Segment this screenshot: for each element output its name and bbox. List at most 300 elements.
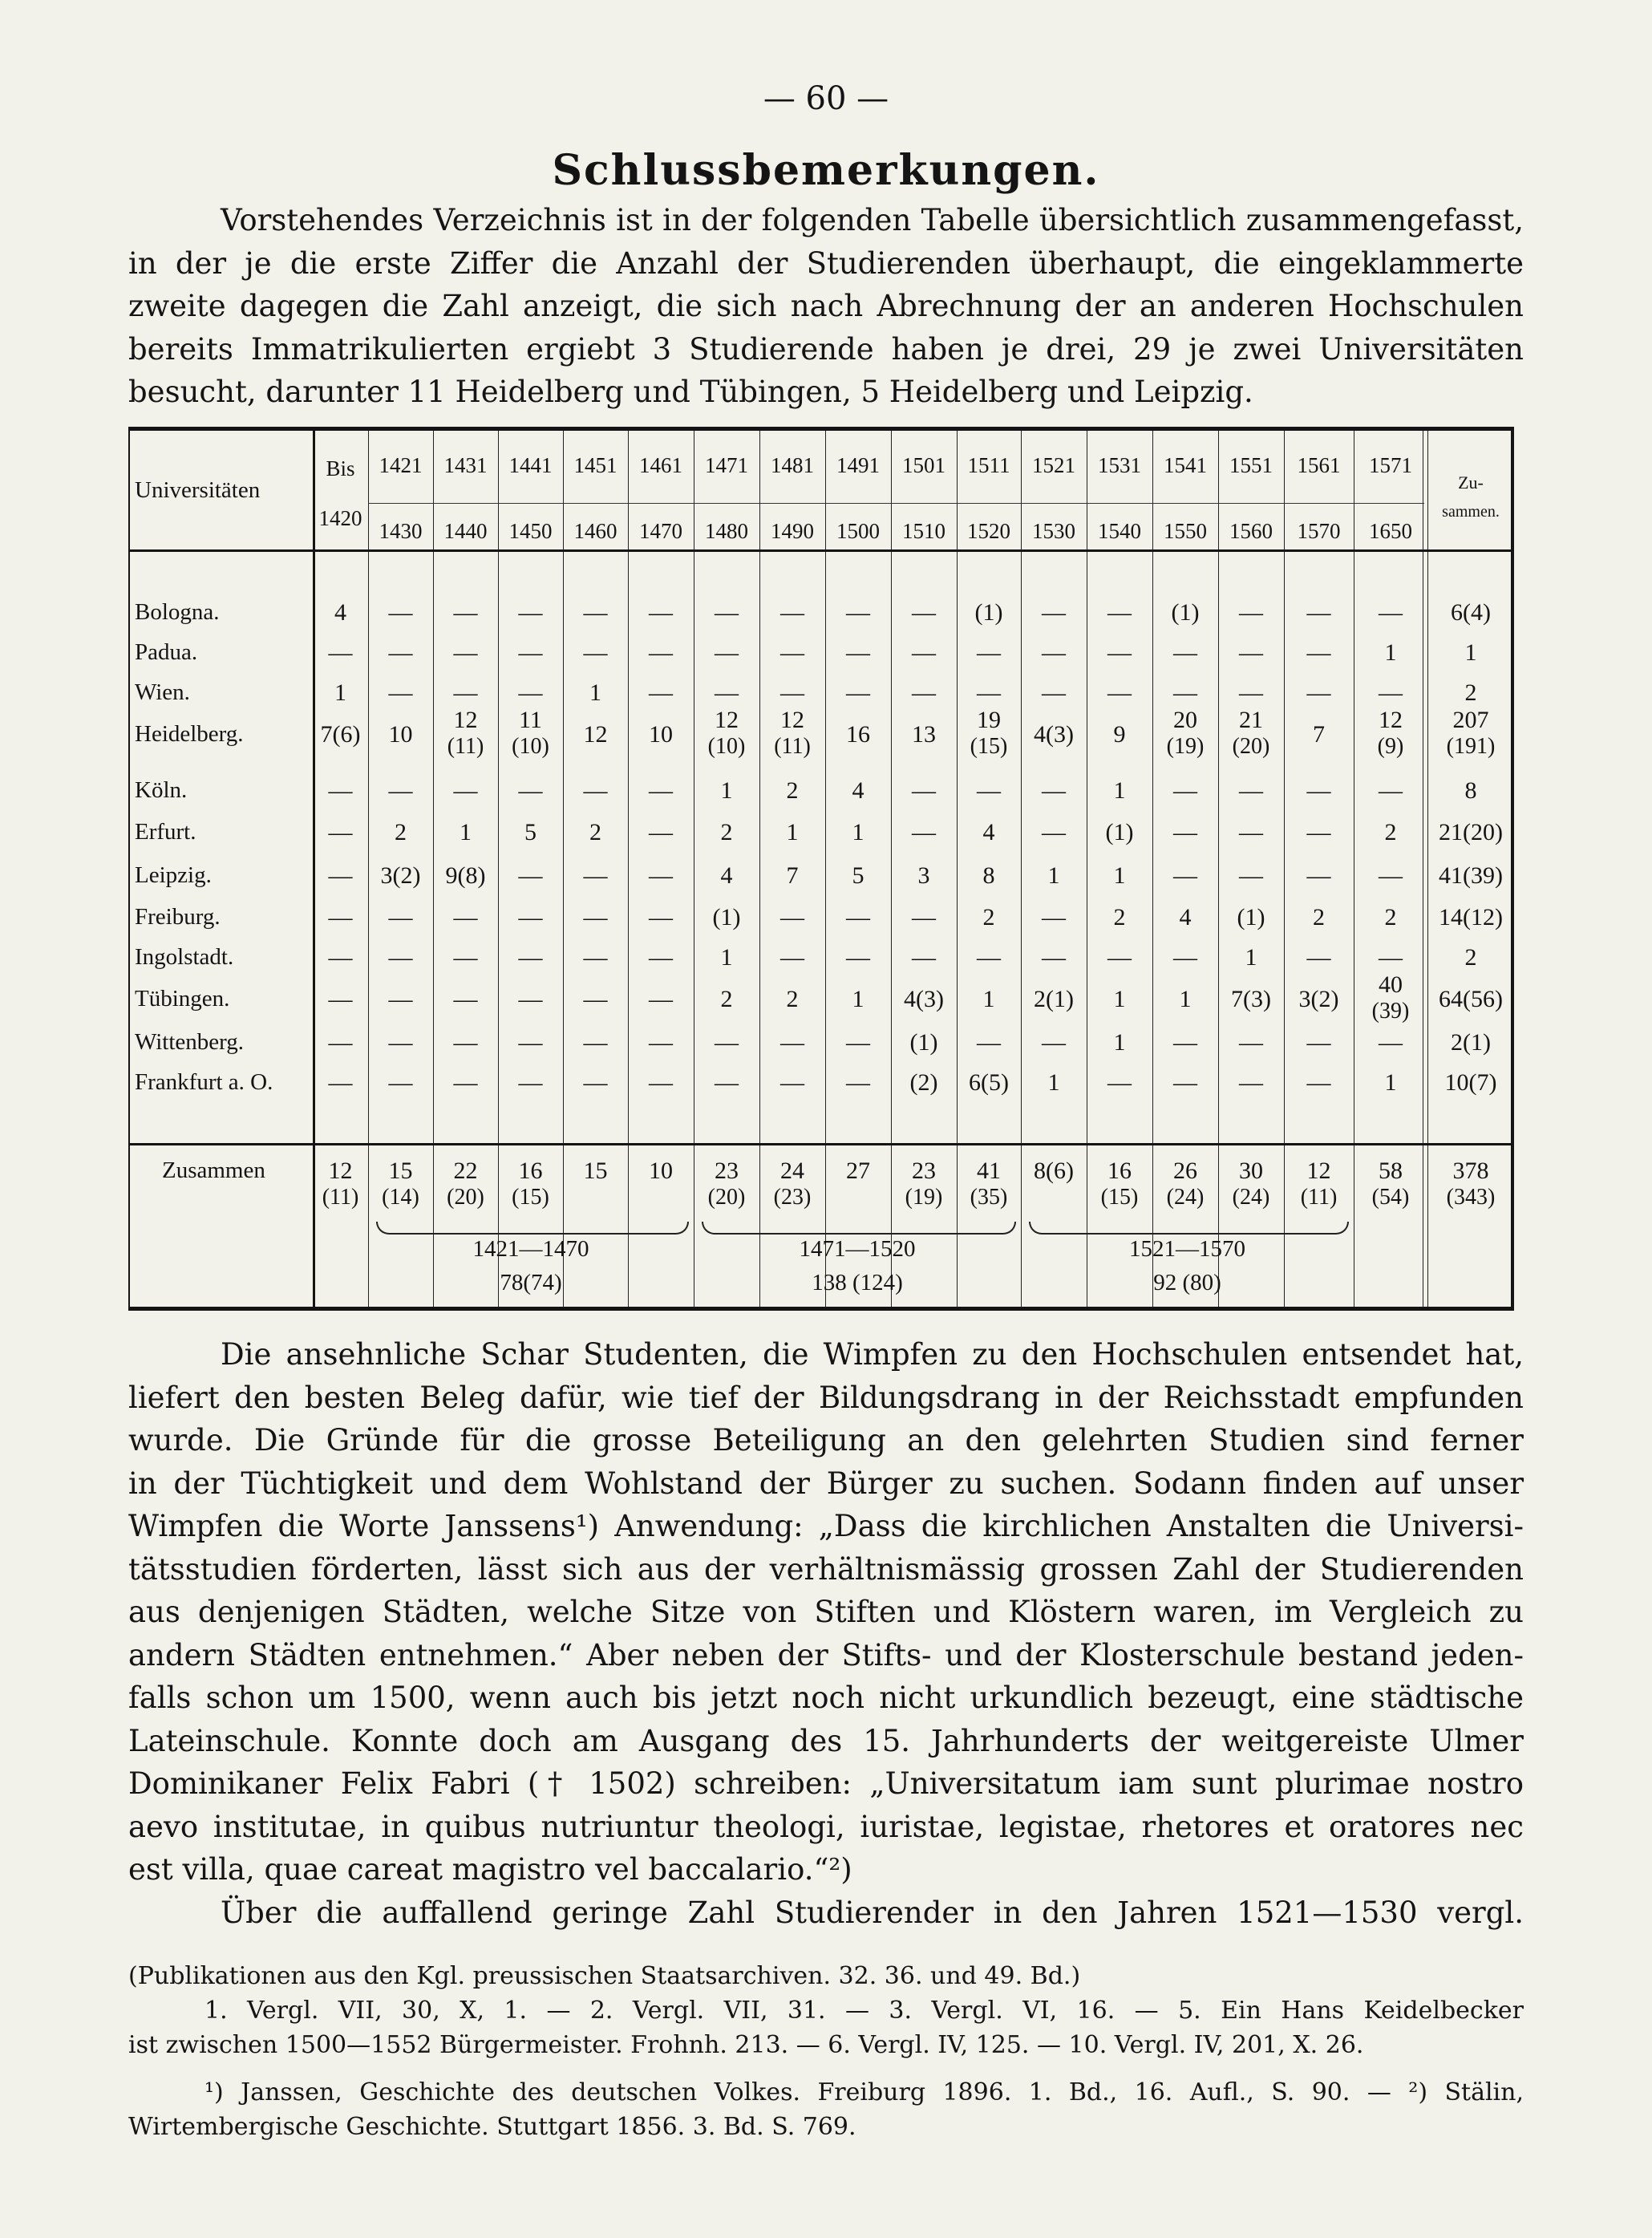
period-from: 1521: [1032, 453, 1075, 477]
total-value: 378: [1452, 1158, 1489, 1184]
table-cell: —: [649, 1069, 673, 1096]
body-line: Dominikaner Felix Fabri († 1502) schreiben: „Universitatum iam sunt plurimae nostro: [128, 1766, 1524, 1801]
table-cell: —: [1042, 819, 1066, 845]
table-cell: —: [977, 1029, 1001, 1056]
table-cell: 4: [334, 599, 346, 626]
table-cell: —: [715, 679, 739, 706]
table-cell: —: [1306, 777, 1331, 804]
university-name: Wien.: [135, 679, 190, 705]
table-cell: —: [1107, 944, 1132, 971]
table-cell: —: [912, 599, 936, 626]
table-cell: 6(5): [969, 1069, 1009, 1096]
total-value: 16: [1107, 1158, 1132, 1184]
table-cell: 2: [1464, 944, 1477, 971]
totals-label: Zusammen: [162, 1158, 265, 1183]
table-cell: 2: [1384, 904, 1397, 930]
table-cell: —: [780, 1029, 804, 1056]
totals-rule: [130, 1143, 1511, 1145]
group-brace: [376, 1222, 689, 1235]
intro-line: zweite dagegen die Zahl anzeigt, die sich nach Abrechnung der an anderen Hochschulen: [128, 289, 1524, 323]
table-cell: —: [912, 819, 936, 845]
table-cell: —: [1239, 679, 1263, 706]
period-from: 1431: [443, 453, 488, 477]
table-cell: 5: [852, 862, 864, 889]
table-cell: 9: [1113, 721, 1126, 748]
table-cell: —: [649, 904, 673, 930]
cell-value: 12: [1379, 707, 1403, 733]
table-cell: —: [846, 639, 870, 666]
table-cell: 1: [1179, 986, 1192, 1012]
total-cell: [1354, 1158, 1427, 1210]
table-cell: —: [1239, 862, 1263, 889]
table-cell: —: [1379, 777, 1403, 804]
cell-value-adjusted: (191): [1446, 734, 1496, 759]
footnote-line: Wirtembergische Geschichte. Stuttgart 1856. 3. Bd. S. 769.: [128, 2113, 856, 2141]
table-cell: —: [1239, 777, 1263, 804]
table-cell: —: [1173, 639, 1197, 666]
table-cell: (1): [974, 599, 1003, 626]
cell-value: 40: [1379, 971, 1403, 998]
table-cell: [1218, 707, 1284, 760]
table-cell: 2: [720, 819, 733, 845]
table-cell: —: [453, 777, 478, 804]
table-cell: —: [388, 1029, 413, 1056]
table-cell: —: [780, 1069, 804, 1096]
total-value: 12: [1306, 1158, 1331, 1184]
total-cell: [498, 1158, 563, 1210]
total-value: 23: [912, 1158, 936, 1184]
university-name: Freiburg.: [135, 904, 221, 930]
table-cell: —: [649, 639, 673, 666]
table-cell: —: [1306, 1069, 1331, 1096]
footnote-line: ¹) Janssen, Geschichte des deutschen Volkes. Freiburg 1896. 1. Bd., 16. Aufl., S. 90. — ²) Stälin,: [204, 2078, 1524, 2106]
table-cell: 1: [1464, 639, 1477, 666]
col-universities-header: Universitäten: [135, 477, 261, 503]
total-value-adjusted: (14): [382, 1185, 419, 1210]
table-cell: —: [649, 862, 673, 889]
table-cell: 7: [1313, 721, 1325, 748]
table-cell: —: [1173, 819, 1197, 845]
table-cell: —: [453, 986, 478, 1012]
table-cell: 10(7): [1444, 1069, 1497, 1096]
table-cell: —: [715, 1029, 739, 1056]
group-range: 1471—1520: [799, 1236, 916, 1262]
cell-value: 20: [1173, 707, 1197, 733]
intro-line: besucht, darunter 11 Heidelberg und Tübingen, 5 Heidelberg und Leipzig.: [128, 375, 1253, 409]
period-to: 1570: [1297, 519, 1341, 543]
table-cell: —: [328, 639, 353, 666]
total-value-adjusted: (15): [512, 1185, 549, 1210]
table-cell: —: [1379, 862, 1403, 889]
total-value-adjusted: (20): [447, 1185, 484, 1210]
table-cell: —: [328, 944, 353, 971]
table-cell: —: [388, 986, 413, 1012]
table-cell: —: [846, 944, 870, 971]
table-cell: —: [1239, 1029, 1263, 1056]
period-from: 1461: [639, 453, 682, 477]
period-from: 1561: [1297, 453, 1341, 477]
table-cell: —: [1306, 599, 1331, 626]
table-cell: —: [583, 904, 608, 930]
total-value: 22: [453, 1158, 478, 1184]
table-cell: 1: [589, 679, 601, 706]
table-cell: 4(3): [1034, 721, 1074, 748]
table-cell: 10: [388, 721, 413, 748]
table-cell: 2(1): [1034, 986, 1074, 1012]
cell-value: 11: [519, 707, 542, 733]
total-value-adjusted: (11): [322, 1185, 359, 1210]
period-from: 1451: [573, 453, 617, 477]
table-cell: —: [453, 679, 478, 706]
table-cell: [1354, 707, 1427, 760]
table-cell: —: [328, 1069, 353, 1096]
total-cell: 10: [649, 1158, 673, 1184]
table-cell: —: [846, 679, 870, 706]
period-to: 1540: [1098, 519, 1141, 543]
header-rule: [368, 503, 1424, 504]
table-cell: —: [912, 679, 936, 706]
table-cell: —: [388, 639, 413, 666]
total-cell: [694, 1158, 759, 1210]
table-cell: (1): [909, 1029, 938, 1056]
table-cell: 2: [720, 986, 733, 1012]
table-cell: 1: [334, 679, 346, 706]
table-cell: —: [388, 1069, 413, 1096]
table-cell: —: [518, 944, 543, 971]
group-sum: 78(74): [500, 1270, 562, 1295]
cell-value-adjusted: (19): [1166, 734, 1205, 759]
table-cell: —: [977, 944, 1001, 971]
body-line: Wimpfen die Worte Janssens¹) Anwendung: „Dass die kirchlichen Anstalten die Universi-: [128, 1509, 1524, 1543]
table-cell: 1: [1113, 862, 1126, 889]
period-from: 1551: [1229, 453, 1273, 477]
period-to: 1440: [443, 519, 488, 543]
table-cell: 4(3): [904, 986, 944, 1012]
group-range: 1421—1470: [472, 1236, 589, 1262]
table-cell: 1: [1113, 986, 1126, 1012]
table-cell: —: [1173, 1069, 1197, 1096]
table-cell: (1): [712, 904, 741, 930]
source-notes: [128, 1959, 1524, 2062]
university-name: Köln.: [135, 777, 188, 803]
footnotes: [128, 2075, 1524, 2144]
table-cell: —: [1379, 599, 1403, 626]
table-cell: 1: [852, 819, 864, 845]
header-rule: [130, 549, 1511, 552]
table-cell: 3(2): [380, 862, 421, 889]
body-line: tätsstudien förderten, lässt sich aus der verhältnismässig grossen Zahl der Studierenden: [128, 1551, 1524, 1587]
group-brace: [1029, 1222, 1349, 1235]
table-cell: —: [518, 599, 543, 626]
university-name: Padua.: [135, 639, 198, 665]
table-cell: 1: [720, 944, 733, 971]
table-cell: —: [1379, 679, 1403, 706]
table-cell: —: [388, 679, 413, 706]
table-cell: 3: [917, 862, 930, 889]
university-name: Leipzig.: [135, 862, 212, 888]
period-to: 1480: [705, 519, 748, 543]
table-cell: (1): [1237, 904, 1265, 930]
table-cell: —: [518, 904, 543, 930]
table-cell: 2: [589, 819, 601, 845]
table-cell: —: [715, 599, 739, 626]
table-cell: —: [583, 1069, 608, 1096]
table-cell: —: [1042, 679, 1066, 706]
table-cell: —: [912, 944, 936, 971]
body-line: Die ansehnliche Schar Studenten, die Wimpfen zu den Hochschulen entsendet hat,: [221, 1337, 1524, 1372]
table-cell: —: [846, 1029, 870, 1056]
note-line: 1. Vergl. VII, 30, X, 1. — 2. Vergl. VII, 31. — 3. Vergl. VI, 16. — 5. Ein Hans Keidelbecker: [204, 1997, 1524, 2025]
table-cell: (1): [1105, 819, 1134, 845]
period-to: 1510: [902, 519, 945, 543]
total-cell: 15: [583, 1158, 608, 1184]
body-line: falls schon um 1500, wenn auch bis jetzt noch nicht urkundlich bezeugt, eine städtische: [128, 1681, 1524, 1715]
table-cell: [1152, 707, 1218, 760]
table-cell: 14(12): [1439, 904, 1503, 930]
period-from: 1441: [508, 453, 553, 477]
cell-value-adjusted: (9): [1377, 734, 1404, 759]
table-cell: 9(8): [445, 862, 486, 889]
table-cell: —: [1107, 679, 1132, 706]
period-from: 1511: [967, 453, 1010, 477]
table-cell: —: [780, 904, 804, 930]
table-cell: —: [583, 1029, 608, 1056]
table-cell: —: [649, 777, 673, 804]
table-cell: —: [453, 944, 478, 971]
table-cell: (2): [909, 1069, 938, 1096]
table-cell: —: [1306, 1029, 1331, 1056]
intro-line: bereits Immatrikulierten ergiebt 3 Studierende haben je drei, 29 je zwei Universitäten: [128, 331, 1524, 367]
table-cell: —: [649, 599, 673, 626]
period-to: 1470: [639, 519, 682, 543]
table-cell: 4: [1179, 904, 1192, 930]
table-cell: —: [1173, 944, 1197, 971]
total-value: 16: [518, 1158, 543, 1184]
table-cell: 7(6): [320, 721, 361, 748]
table-cell: —: [780, 639, 804, 666]
table-cell: 1: [1047, 862, 1060, 889]
table-cell: 64(56): [1439, 986, 1503, 1012]
total-cell: [1427, 1158, 1514, 1210]
table-cell: —: [583, 862, 608, 889]
total-cell: [891, 1158, 957, 1210]
table-cell: [957, 707, 1021, 760]
table-cell: —: [649, 944, 673, 971]
total-cell: [957, 1158, 1021, 1210]
body-line: aus denjenigen Städten, welche Sitze von Stiften und Klöstern waren, im Vergleich zu: [128, 1595, 1524, 1629]
table-cell: 2: [786, 986, 799, 1012]
table-cell: —: [1107, 1069, 1132, 1096]
table-cell: —: [649, 679, 673, 706]
table-cell: —: [1239, 639, 1263, 666]
table-cell: —: [518, 639, 543, 666]
table-cell: 2: [982, 904, 995, 930]
body-line: liefert den besten Beleg dafür, wie tief der Bildungsdrang in der Reichsstadt empfunden: [128, 1380, 1524, 1415]
table-cell: —: [1107, 599, 1132, 626]
total-value: 12: [328, 1158, 353, 1184]
table-cell: 2: [1313, 904, 1325, 930]
table-cell: 12: [583, 721, 608, 748]
total-value: 26: [1173, 1158, 1197, 1184]
total-value-adjusted: (35): [970, 1185, 1008, 1210]
col-total-header: Zu-: [1458, 472, 1484, 493]
table-cell: 16: [846, 721, 870, 748]
intro-line: Vorstehendes Verzeichnis ist in der folgenden Tabelle übersichtlich zusammengefasst,: [221, 203, 1524, 237]
group-sum: 92 (80): [1153, 1270, 1221, 1295]
table-cell: 2: [786, 777, 799, 804]
table-cell: —: [1042, 777, 1066, 804]
table-cell: —: [328, 986, 353, 1012]
total-cell: 27: [846, 1158, 870, 1184]
period-to: 1530: [1032, 519, 1075, 543]
table-cell: —: [1107, 639, 1132, 666]
body-line: aevo institutae, in quibus nutriuntur theologi, iuristae, legistae, rhetores et oratores nec: [128, 1809, 1524, 1844]
cell-value: 12: [780, 707, 804, 733]
university-name: Bologna.: [135, 599, 220, 625]
table-cell: —: [453, 599, 478, 626]
period-from: 1491: [836, 453, 880, 477]
table-cell: —: [1173, 1029, 1197, 1056]
table-cell: —: [583, 639, 608, 666]
table-cell: [498, 707, 563, 760]
total-cell: [1218, 1158, 1284, 1210]
table-cell: —: [1042, 1029, 1066, 1056]
table-cell: —: [846, 1069, 870, 1096]
body-line: Über die auffallend geringe Zahl Studierender in den Jahren 1521—1530 vergl.: [221, 1895, 1524, 1930]
table-cell: —: [1239, 599, 1263, 626]
table-cell: 21(20): [1439, 819, 1503, 845]
table-cell: —: [1306, 679, 1331, 706]
table-cell: 2: [395, 819, 407, 845]
table-cell: —: [518, 679, 543, 706]
group-brace: [702, 1222, 1016, 1235]
total-value-adjusted: (54): [1371, 1185, 1410, 1210]
total-value: 24: [780, 1158, 804, 1184]
table-cell: —: [1173, 862, 1197, 889]
table-cell: —: [328, 777, 353, 804]
total-cell: [368, 1158, 433, 1210]
total-value-adjusted: (24): [1232, 1185, 1270, 1210]
col-bis-header: Bis: [326, 456, 355, 480]
total-value-adjusted: (15): [1100, 1185, 1139, 1210]
period-from: 1471: [705, 453, 748, 477]
table-cell: —: [1173, 777, 1197, 804]
table-cell: —: [912, 777, 936, 804]
table-cell: —: [328, 904, 353, 930]
table-cell: 8: [982, 862, 995, 889]
table-cell: 7: [786, 862, 799, 889]
university-name: Tübingen.: [135, 986, 230, 1012]
table-cell: —: [1306, 819, 1331, 845]
total-value: 23: [715, 1158, 739, 1184]
table-cell: —: [649, 986, 673, 1012]
table-cell: 1: [982, 986, 995, 1012]
period-to: 1460: [573, 519, 617, 543]
table-cell: —: [388, 944, 413, 971]
table-cell: 1: [1245, 944, 1257, 971]
table-cell: 4: [720, 862, 733, 889]
table-cell: —: [649, 819, 673, 845]
table-cell: —: [328, 862, 353, 889]
cell-value: 207: [1452, 707, 1489, 733]
table-cell: —: [1306, 639, 1331, 666]
table-cell: —: [518, 1029, 543, 1056]
table-cell: —: [328, 819, 353, 845]
table-cell: —: [977, 639, 1001, 666]
cell-value-adjusted: (11): [774, 734, 811, 759]
period-to: 1500: [836, 519, 880, 543]
university-name: Ingolstadt.: [135, 944, 234, 970]
period-from: 1571: [1369, 453, 1412, 477]
table-cell: —: [1239, 1069, 1263, 1096]
total-value-adjusted: (24): [1166, 1185, 1205, 1210]
table-cell: —: [649, 1029, 673, 1056]
table-cell: —: [518, 862, 543, 889]
table-cell: 10: [649, 721, 673, 748]
table-cell: [694, 707, 759, 760]
table-cell: —: [912, 904, 936, 930]
table-cell: —: [1042, 639, 1066, 666]
period-from: 1481: [771, 453, 814, 477]
table-cell: —: [388, 777, 413, 804]
cell-value-adjusted: (20): [1232, 734, 1270, 759]
period-to: 1450: [508, 519, 553, 543]
total-value: 41: [977, 1158, 1001, 1184]
total-cell: [1284, 1158, 1354, 1210]
col-total-header: sammen.: [1442, 503, 1500, 521]
total-cell: 8(6): [1034, 1158, 1074, 1184]
period-from: 1421: [379, 453, 423, 477]
total-cell: [1152, 1158, 1218, 1210]
table-cell: —: [780, 679, 804, 706]
table-cell: —: [1042, 944, 1066, 971]
group-sum: 138 (124): [812, 1270, 903, 1295]
table-cell: 7(3): [1231, 986, 1271, 1012]
table-cell: —: [453, 1069, 478, 1096]
total-value-adjusted: (11): [1300, 1185, 1338, 1210]
table-cell: 3(2): [1298, 986, 1339, 1012]
note-line: ist zwischen 1500—1552 Bürgermeister. Frohnh. 213. — 6. Vergl. IV, 125. — 10. Vergl. IV, 201, X. 26.: [128, 2031, 1364, 2059]
table-cell: —: [715, 639, 739, 666]
table-cell: 4: [852, 777, 864, 804]
table-cell: —: [1239, 819, 1263, 845]
cell-value-adjusted: (15): [970, 734, 1008, 759]
page-number: — 60 —: [763, 80, 889, 117]
table-cell: 13: [912, 721, 936, 748]
table-cell: —: [583, 777, 608, 804]
col-bis-year: 1420: [318, 506, 362, 530]
period-to: 1430: [379, 519, 423, 543]
table-cell: —: [1306, 862, 1331, 889]
intro-line: in der je die erste Ziffer die Anzahl der Studierenden überhaupt, die eingeklammerte: [128, 245, 1524, 281]
table-cell: —: [977, 777, 1001, 804]
body-paragraph: [128, 1333, 1524, 1934]
period-from: 1541: [1164, 453, 1207, 477]
total-value-adjusted: (19): [905, 1185, 943, 1210]
period-to: 1650: [1369, 519, 1412, 543]
statistics-table: [128, 427, 1514, 1311]
table-cell: —: [912, 639, 936, 666]
table-cell: —: [453, 904, 478, 930]
period-from: 1531: [1098, 453, 1141, 477]
table-cell: —: [453, 1029, 478, 1056]
table-cell: —: [388, 599, 413, 626]
table-cell: 1: [720, 777, 733, 804]
table-cell: —: [1042, 904, 1066, 930]
table-cell: —: [518, 1069, 543, 1096]
table-cell: 1: [1384, 639, 1397, 666]
period-from: 1501: [902, 453, 945, 477]
